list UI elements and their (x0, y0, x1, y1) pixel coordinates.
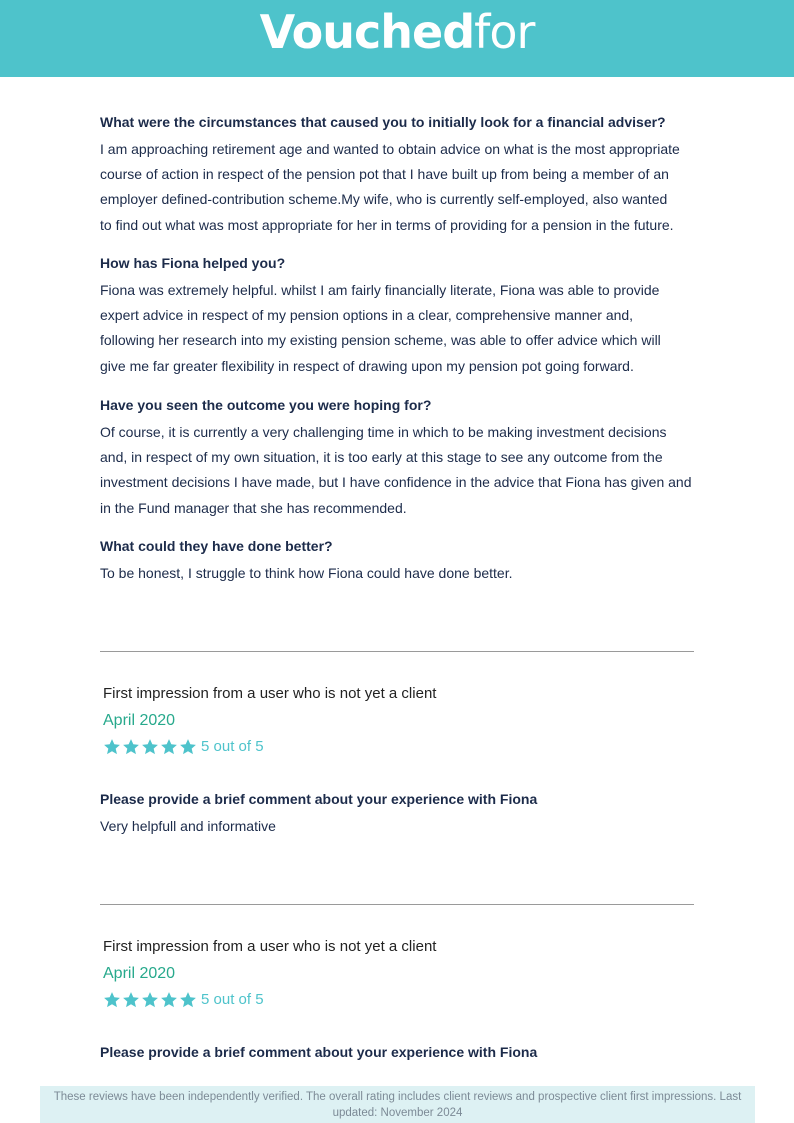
rating-text: 5 out of 5 (201, 991, 264, 1008)
vouchedfor-logo[interactable] (0, 4, 794, 60)
first-impression-review (103, 937, 703, 1011)
qa-block-how-helped (100, 253, 700, 379)
answer-line: investment decisions I have made, but I have confidence in the advice that Fiona has given and (100, 474, 692, 491)
review-title: First impression from a user who is not yet a client (103, 938, 437, 955)
verification-footer (40, 1086, 755, 1123)
review-date: April 2020 (103, 712, 176, 729)
star-icon (103, 991, 121, 1009)
qa-block-circumstances (100, 112, 700, 238)
star-icon (141, 738, 159, 756)
answer-line: expert advice in respect of my pension options in a clear, comprehensive manner and, (100, 307, 634, 324)
header-bar (0, 0, 794, 77)
answer-line: and, in respect of my own situation, it is too early at this stage to see any outcome from the (100, 449, 663, 466)
answer-line: employer defined-contribution scheme.My wife, who is currently self-employed, also wanted (100, 191, 668, 208)
footer-line: These reviews have been independently verified. The overall rating includes client reviews and prospective client first impressions. Last (53, 1091, 742, 1103)
first-impression-review (103, 684, 703, 758)
answer-line: To be honest, I struggle to think how Fiona could have done better. (100, 565, 513, 581)
answer-line: Of course, it is currently a very challenging time in which to be making investment decisions (100, 424, 667, 440)
question-heading: What were the circumstances that caused you to initially look for a financial adviser? (100, 114, 666, 130)
footer-line: updated: November 2024 (332, 1107, 463, 1119)
answer-line: course of action in respect of the pension pot that I have built up from being a member of an (100, 166, 669, 183)
stars-row (103, 991, 198, 1009)
answer-line: Fiona was extremely helpful. whilst I am fairly financially literate, Fiona was able to provide (100, 282, 660, 298)
answer-line: to find out what was most appropriate for her in terms of providing for a pension in the future. (100, 216, 674, 233)
answer-line: in the Fund manager that she has recommended. (100, 499, 407, 516)
star-icon (141, 991, 159, 1009)
answer-text (100, 561, 700, 586)
star-icon (160, 738, 178, 756)
question-heading: How has Fiona helped you? (100, 255, 286, 271)
comment-answer: Very helpfull and informative (100, 818, 276, 834)
comment-question: Please provide a brief comment about your experience with Fiona (100, 1044, 538, 1060)
star-icon (179, 738, 197, 756)
logo-light-text: for (474, 5, 535, 59)
answer-line: I am approaching retirement age and wanted to obtain advice on what is the most appropriate (100, 141, 680, 157)
answer-text (100, 278, 700, 379)
section-divider (100, 904, 694, 905)
question-heading: What could they have done better? (100, 538, 333, 554)
star-rating (103, 736, 703, 758)
question-heading: Have you seen the outcome you were hoping for? (100, 397, 432, 413)
qa-block-outcome (100, 395, 700, 521)
stars-row (103, 738, 198, 756)
star-icon (122, 738, 140, 756)
logo-bold-text: Vouched (259, 5, 475, 59)
star-icon (179, 991, 197, 1009)
qa-block-done-better (100, 536, 700, 586)
review-title: First impression from a user who is not yet a client (103, 685, 437, 702)
star-icon (103, 738, 121, 756)
star-rating (103, 989, 703, 1011)
star-icon (160, 991, 178, 1009)
rating-text: 5 out of 5 (201, 738, 264, 755)
comment-question: Please provide a brief comment about your experience with Fiona (100, 791, 538, 807)
answer-text (100, 420, 700, 521)
review-date: April 2020 (103, 965, 176, 982)
answer-line: following her research into my existing pension scheme, was able to offer advice which will (100, 332, 661, 349)
answer-line: give me far greater flexibility in respect of drawing upon my pension pot going forward. (100, 357, 634, 374)
section-divider (100, 651, 694, 652)
star-icon (122, 991, 140, 1009)
answer-text (100, 137, 700, 238)
